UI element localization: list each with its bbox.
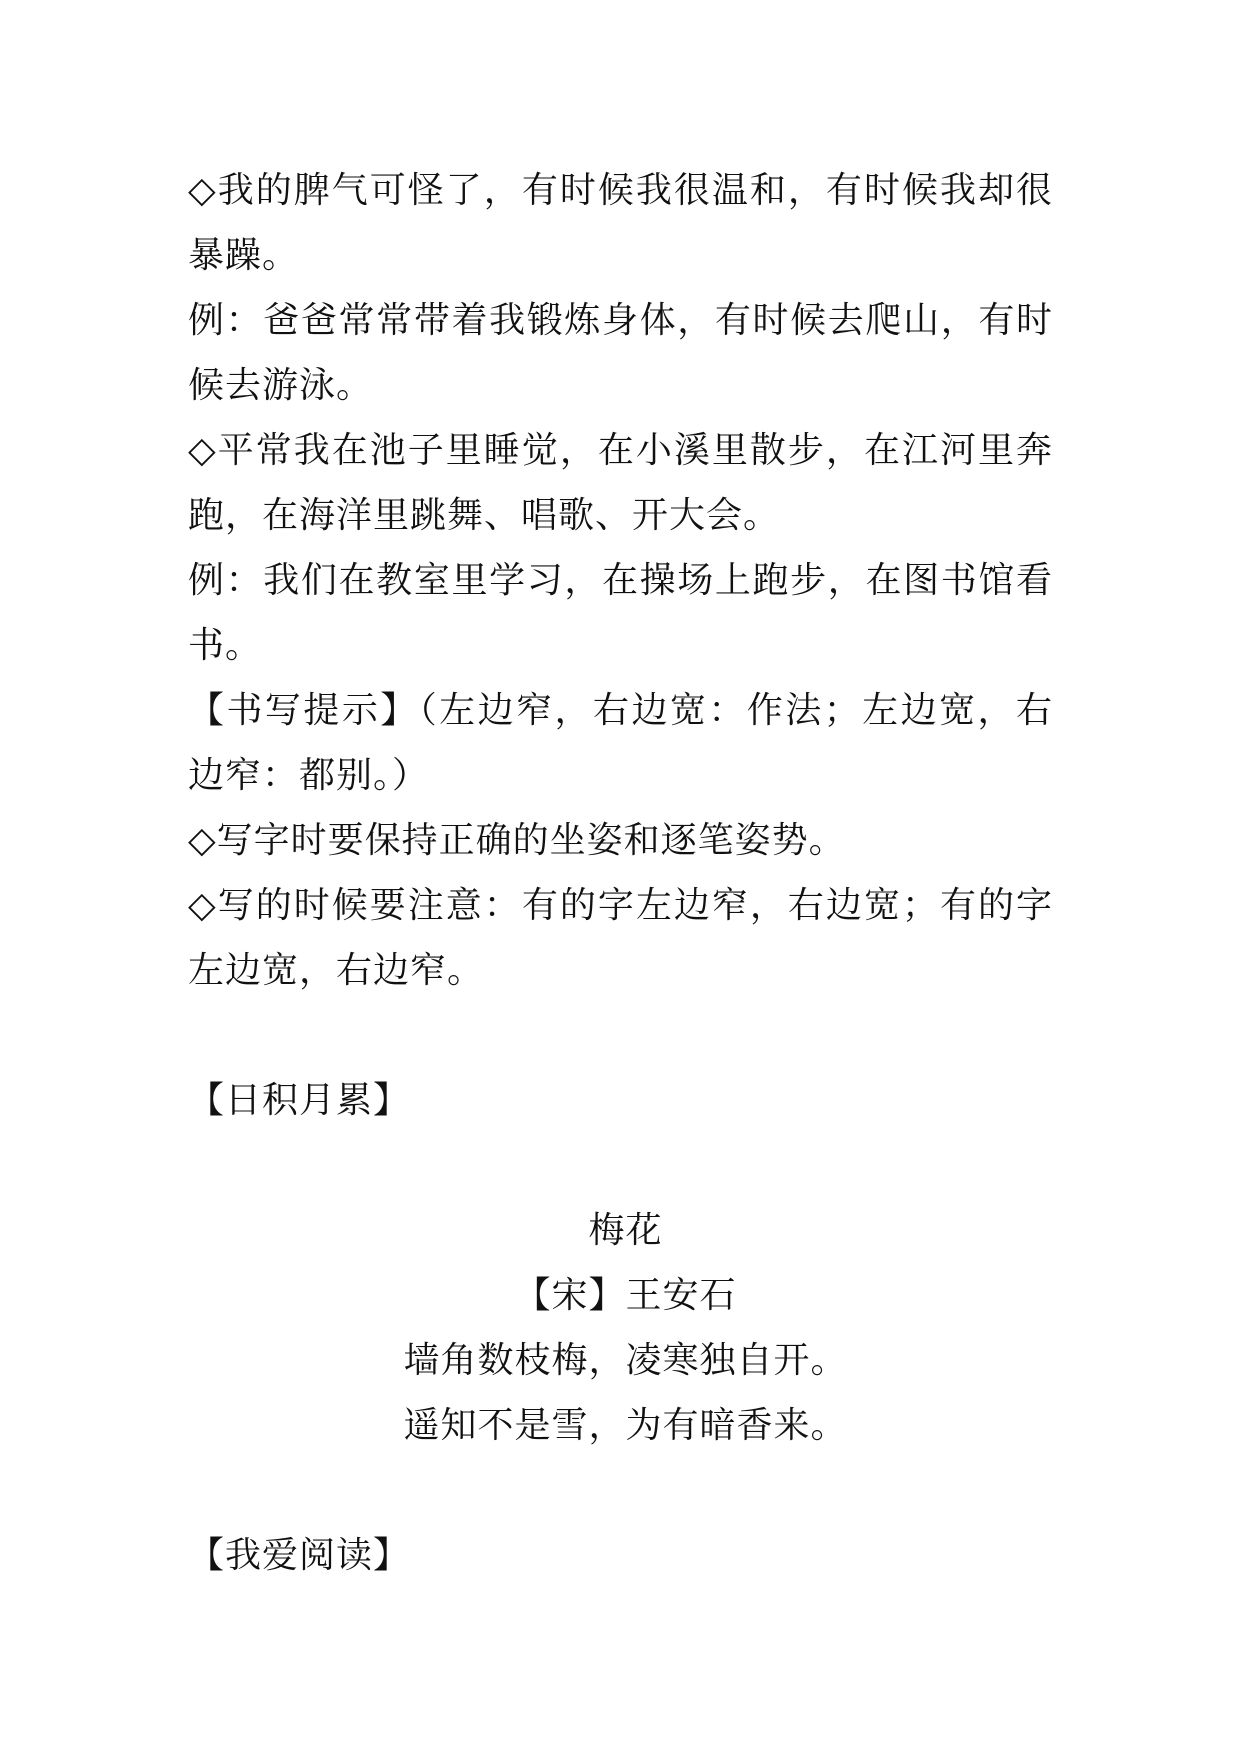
poem-line-2: 遥知不是雪，为有暗香来。 (403, 1405, 848, 1446)
paragraph-posture: ◇写字时要保持正确的坐姿和逐笔姿势。 (188, 820, 846, 861)
poem-line-1: 墙角数枝梅，凌寒独自开。 (403, 1340, 848, 1381)
paragraph-example-school: 例：我们在教室里学习，在操场上跑步，在图书馆看书。 (188, 560, 1053, 666)
spacer (188, 1458, 1053, 1523)
spacer (188, 1003, 1053, 1068)
poem-title: 梅花 (588, 1210, 663, 1251)
paragraph-writing-tips: 【书写提示】（左边窄，右边宽：作法；左边宽，右边窄：都别。） (188, 690, 1053, 796)
heading-i-love-reading: 【我爱阅读】 (188, 1535, 411, 1576)
paragraph-temper: ◇我的脾气可怪了，有时候我很温和，有时候我却很暴躁。 (188, 170, 1053, 276)
poem-author: 【宋】王安石 (514, 1275, 737, 1316)
paragraph-character-width: ◇写的时候要注意：有的字左边窄，右边宽；有的字左边宽，右边窄。 (188, 885, 1053, 991)
paragraph-example-exercise: 例：爸爸常常带着我锻炼身体，有时候去爬山，有时候去游泳。 (188, 300, 1053, 406)
heading-daily-accumulation: 【日积月累】 (188, 1080, 411, 1121)
poem-block (188, 1198, 1053, 1458)
spacer (188, 1133, 1053, 1198)
paragraph-water-places: ◇平常我在池子里睡觉，在小溪里散步，在江河里奔跑，在海洋里跳舞、唱歌、开大会。 (188, 430, 1053, 536)
document-page (188, 158, 1053, 1588)
